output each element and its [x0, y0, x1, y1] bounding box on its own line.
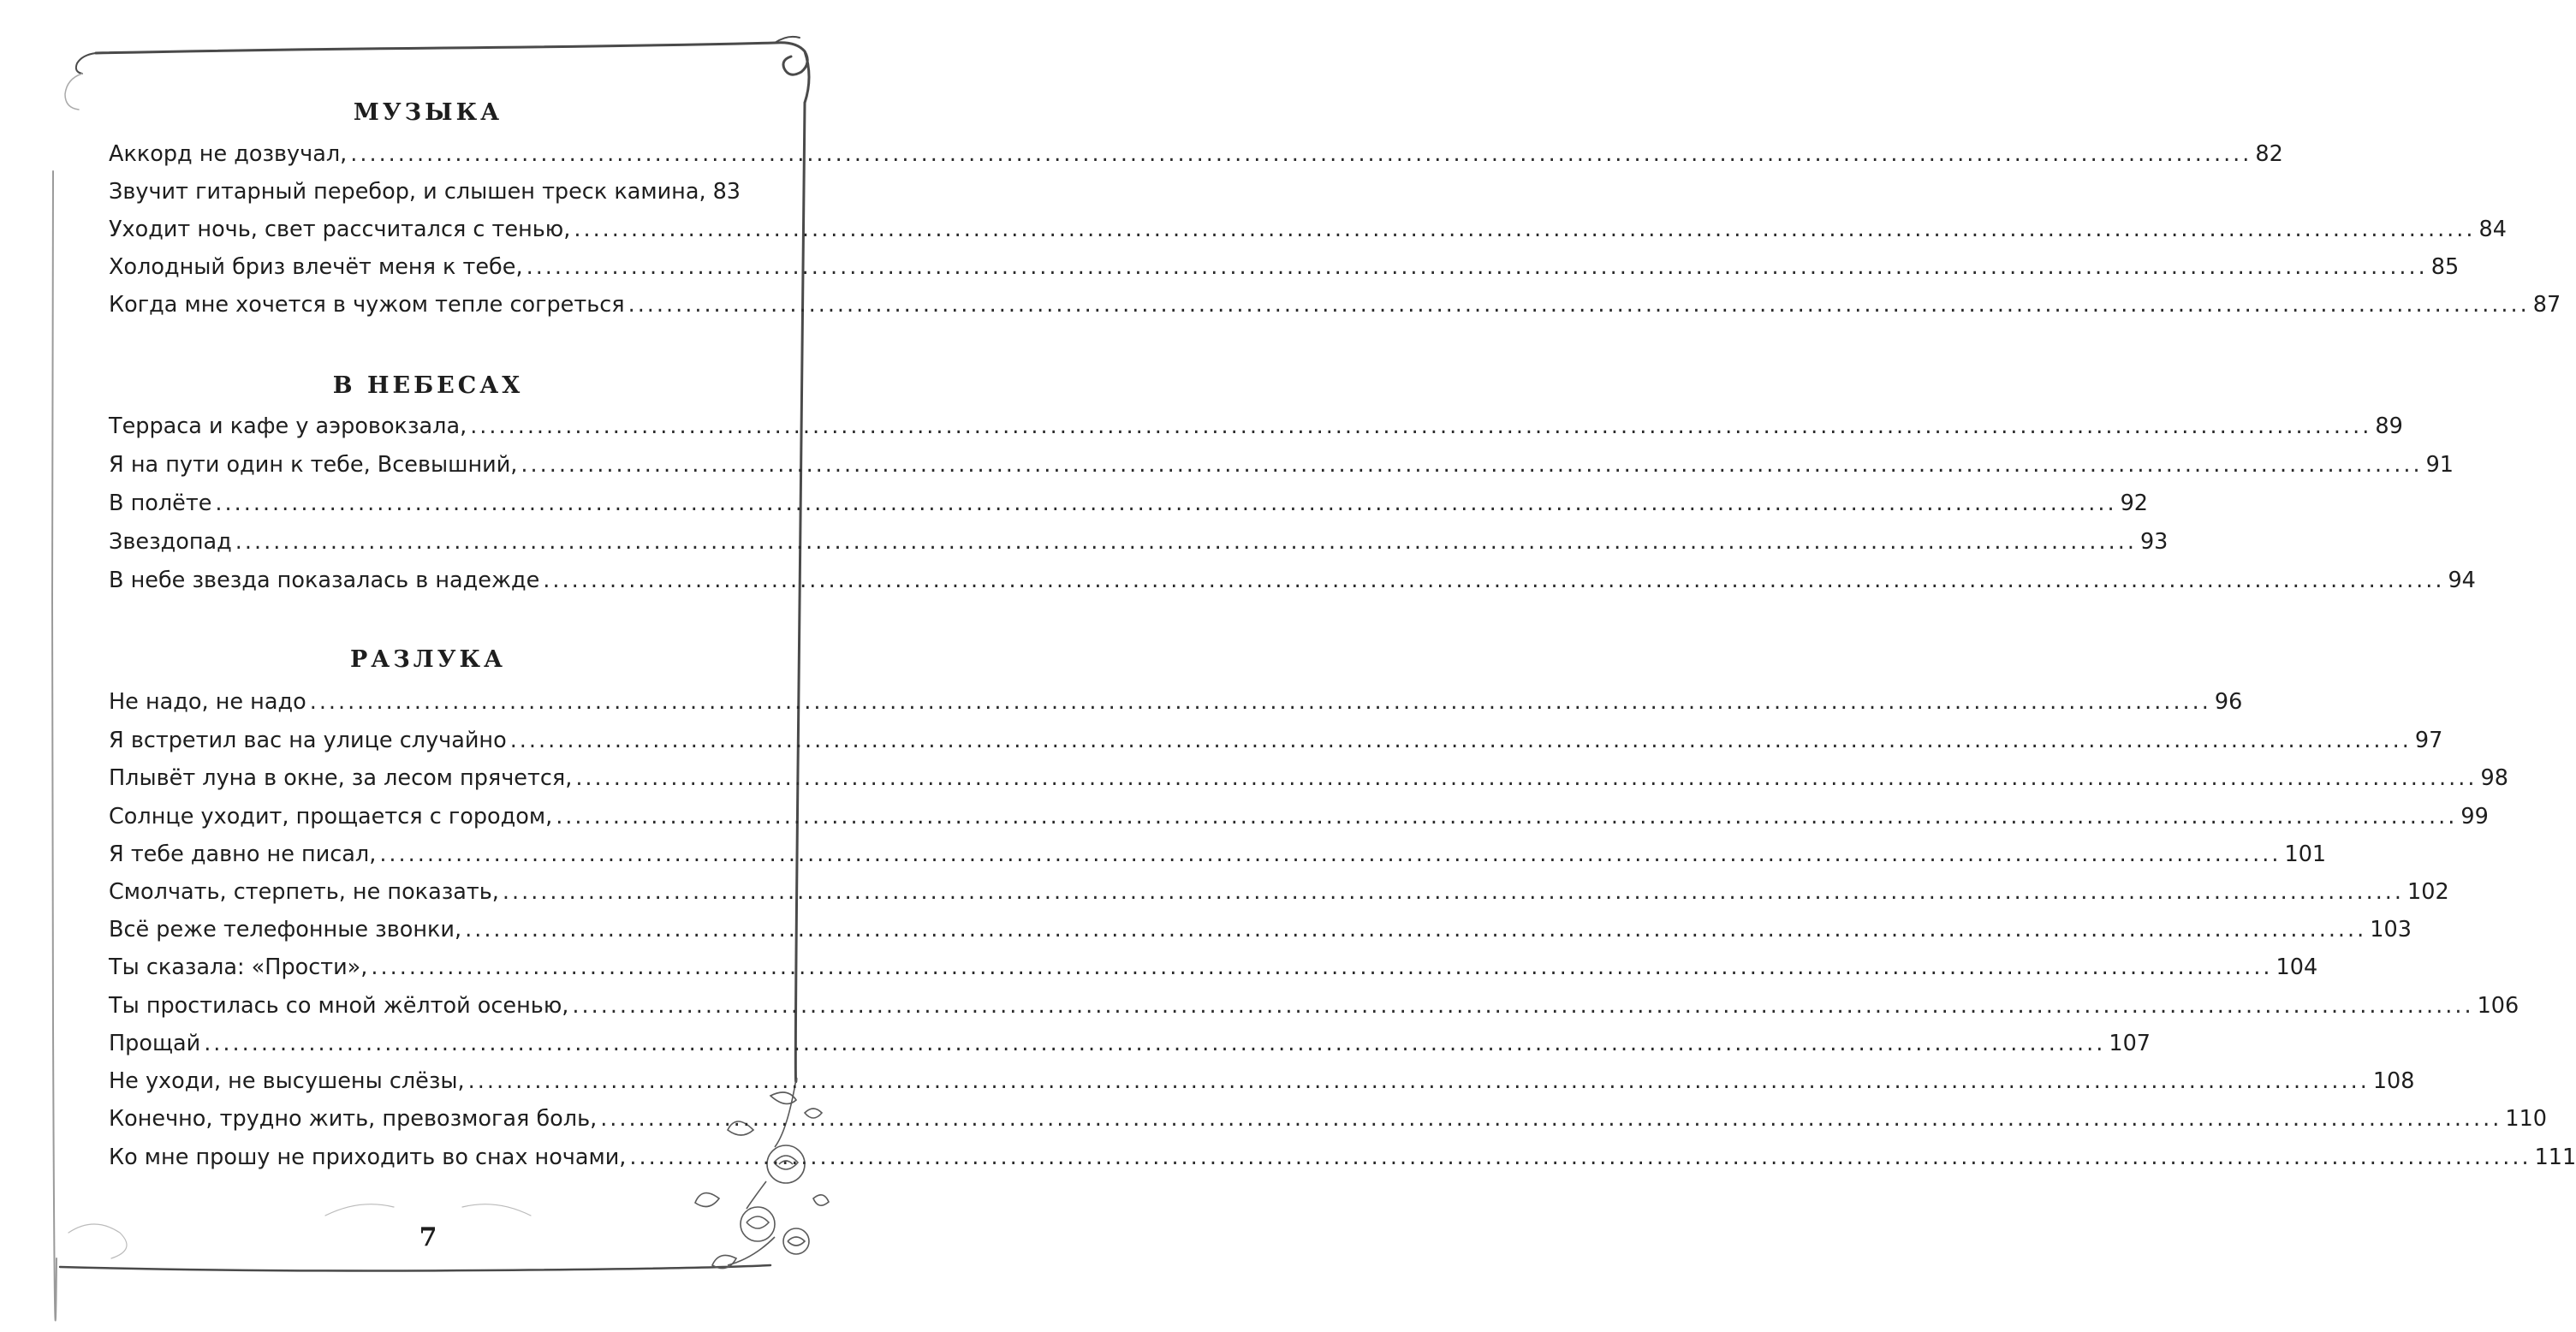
toc-entry[interactable] [109, 993, 2519, 1027]
entry-page: 91 [2425, 452, 2454, 478]
leader-dots: ........................................................................................................................................................................................................ [350, 141, 2252, 167]
entry-page: 103 [2370, 917, 2412, 943]
leader-dots: ........................................................................................................................................................................................................ [628, 292, 2530, 318]
toc-entry[interactable] [109, 217, 2507, 251]
entry-title: В полёте [109, 491, 212, 516]
entry-page: 96 [2214, 689, 2243, 715]
entry-page: 110 [2505, 1106, 2548, 1132]
leader-dots: ........................................................................................................................................................................................................ [235, 529, 2137, 555]
entry-page: 106 [2477, 993, 2519, 1019]
leader-dots: ........................................................................................................................................................................................................ [371, 954, 2273, 980]
entry-page: 87 [2532, 292, 2561, 318]
toc-entry[interactable] [109, 1031, 2151, 1065]
leader-dots: ........................................................................................................................................................................................................ [521, 452, 2423, 478]
leader-dots: ........................................................................................................................................................................................................ [509, 728, 2412, 753]
entry-page: 97 [2414, 728, 2443, 753]
leader-dots: ........................................................................................................................................................................................................ [575, 765, 2478, 791]
toc-entry[interactable] [109, 141, 2283, 175]
toc-entry[interactable] [109, 1145, 2576, 1179]
entry-page: 93 [2139, 529, 2168, 555]
entry-page: 101 [2284, 841, 2327, 867]
entry-title: Всё реже телефонные звонки, [109, 917, 462, 943]
entry-title: Ко мне прошу не приходить во снах ночами, [109, 1145, 627, 1170]
leader-dots: ........................................................................................................................................................................................................ [574, 217, 2476, 242]
entry-title: Солнце уходит, прощается с городом, [109, 804, 553, 830]
toc-entry[interactable] [109, 1106, 2548, 1140]
leader-dots: ........................................................................................................................................................................................................ [467, 1068, 2370, 1094]
entry-page: 82 [2255, 141, 2283, 167]
page-number: 7 [419, 1222, 437, 1252]
toc-entry[interactable] [109, 568, 2476, 602]
toc-entry[interactable] [109, 179, 741, 213]
entry-title: Уходит ночь, свет рассчитался с тенью, [109, 217, 571, 242]
toc-entry[interactable] [109, 765, 2508, 800]
entry-title: Я на пути один к тебе, Всевышний, [109, 452, 518, 478]
entry-title: Прощай [109, 1031, 201, 1056]
entry-page: 85 [2430, 254, 2460, 280]
toc-entry[interactable] [109, 254, 2460, 288]
entry-title: Я тебе давно не писал, [109, 841, 377, 867]
toc-entry[interactable] [109, 879, 2449, 913]
leader-dots: ........................................................................................................................................................................................................ [629, 1145, 2531, 1170]
entry-page: 84 [2478, 217, 2507, 242]
leader-dots: ........................................................................................................................................................................................................ [526, 254, 2428, 280]
entry-title: Ты простилась со мной жёлтой осенью, [109, 993, 569, 1019]
toc-entry[interactable] [109, 413, 2403, 448]
entry-title: Не надо, не надо [109, 689, 306, 715]
toc-entry[interactable] [109, 491, 2149, 525]
entry-page: 99 [2460, 804, 2489, 830]
entry-title: Аккорд не дозвучал, [109, 141, 348, 167]
leader-dots: ........................................................................................................................................................................................................ [470, 413, 2372, 439]
toc-entry[interactable] [109, 1068, 2415, 1103]
entry-page: 92 [2120, 491, 2149, 516]
leader-dots: ........................................................................................................................................................................................................ [465, 917, 2367, 943]
entry-title: Не уходи, не высушены слёзы, [109, 1068, 465, 1094]
entry-page: 108 [2372, 1068, 2415, 1094]
entry-page: 94 [2448, 568, 2476, 593]
section-title-razluka: РАЗЛУКА [349, 646, 507, 673]
entry-page: 104 [2276, 954, 2318, 980]
toc-entry[interactable] [109, 689, 2243, 723]
leader-dots: ........................................................................................................................................................................................................ [502, 879, 2405, 905]
entry-page: 107 [2109, 1031, 2151, 1056]
entry-title: Звучит гитарный перебор, и слышен треск камина, [109, 179, 706, 205]
top-right-curl-icon [775, 43, 809, 103]
toc-entry[interactable] [109, 529, 2168, 563]
entry-title: Ты сказала: «Прости», [109, 954, 368, 980]
leader-dots: ........................................................................................................................................................................................................ [543, 568, 2445, 593]
leader-dots: ........................................................................................................................................................................................................ [572, 993, 2474, 1019]
entry-title: Плывёт луна в окне, за лесом прячется, [109, 765, 573, 791]
entry-title: Терраса и кафе у аэровокзала, [109, 413, 467, 439]
entry-page: 111 [2534, 1145, 2576, 1170]
entry-page: 102 [2407, 879, 2449, 905]
toc-entry[interactable] [109, 841, 2327, 876]
entry-title: Я встретил вас на улице случайно [109, 728, 507, 753]
entry-page: 98 [2480, 765, 2508, 791]
entry-title: Звездопад [109, 529, 232, 555]
entry-title: Конечно, трудно жить, превозмогая боль, [109, 1106, 598, 1132]
section-title-muzyka: МУЗЫКА [353, 99, 503, 126]
toc-entry[interactable] [109, 452, 2454, 486]
entry-title: Смолчать, стерпеть, не показать, [109, 879, 499, 905]
toc-entry[interactable] [109, 917, 2412, 951]
entry-title: Когда мне хочется в чужом тепле согреться [109, 292, 625, 318]
leader-dots: ........................................................................................................................................................................................................ [215, 491, 2117, 516]
entry-page: 83 [712, 179, 741, 205]
leader-dots: ........................................................................................................................................................................................................ [379, 841, 2282, 867]
toc-entry[interactable] [109, 804, 2489, 838]
entry-page: 89 [2375, 413, 2403, 439]
leader-dots: ........................................................................................................................................................................................................ [309, 689, 2211, 715]
leader-dots: ........................................................................................................................................................................................................ [600, 1106, 2502, 1132]
entry-title: Холодный бриз влечёт меня к тебе, [109, 254, 523, 280]
leader-dots: ........................................................................................................................................................................................................ [204, 1031, 2106, 1056]
toc-entry[interactable] [109, 728, 2443, 762]
entry-title: В небе звезда показалась в надежде [109, 568, 540, 593]
toc-entry[interactable] [109, 954, 2318, 989]
leader-dots: ........................................................................................................................................................................................................ [556, 804, 2458, 830]
section-title-v-nebesakh: В НЕБЕСАХ [332, 372, 524, 399]
toc-entry[interactable] [109, 292, 2561, 326]
